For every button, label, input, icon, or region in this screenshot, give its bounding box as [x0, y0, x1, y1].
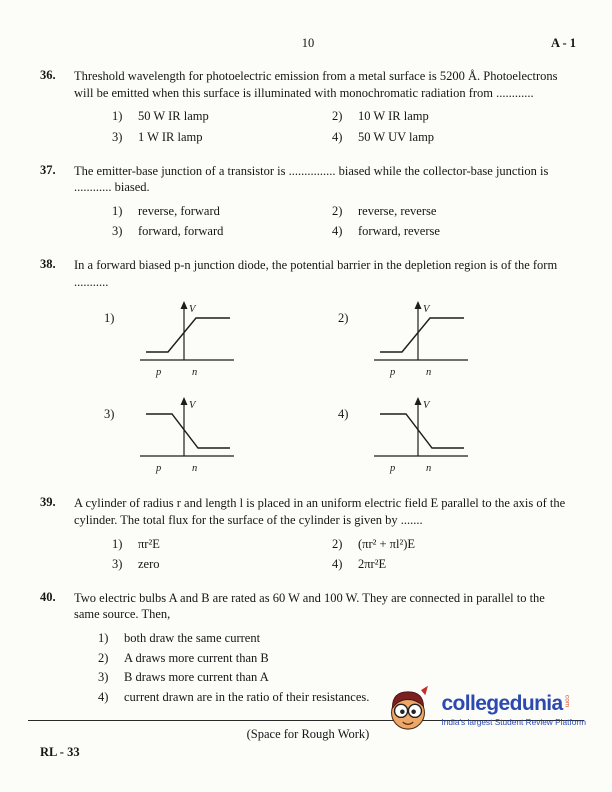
region-label-p: p [390, 463, 396, 475]
mascot-icon [382, 682, 434, 738]
option-4 [332, 556, 552, 573]
pn-junction-potential-graph-falling [132, 394, 244, 478]
option-4 [332, 129, 552, 146]
question-text: Threshold wavelength for photoelectric emission from a metal surface is 5200 Å. Photoelectrons will be emitted when this surface is illuminated with monochromatic radiation from ............ [74, 69, 558, 100]
pn-junction-potential-graph-rising [366, 298, 478, 382]
options-grid [74, 536, 572, 573]
set-code: A - 1 [551, 36, 576, 50]
option-label: 1) [98, 631, 109, 645]
question-text: In a forward biased p-n junction diode, the potential barrier in the depletion region is of the form ........... [74, 258, 558, 289]
region-label-p: p [156, 367, 162, 379]
page-header [40, 36, 576, 51]
option-1 [112, 536, 332, 553]
option-label: 1) [104, 311, 115, 326]
option-text: (πr² + πl²)E [358, 536, 416, 551]
option-3 [112, 223, 332, 240]
option-text: 10 W IR lamp [358, 109, 429, 124]
option-text: 1 W IR lamp [138, 129, 203, 144]
pn-junction-potential-graph-falling [366, 394, 478, 478]
region-label-p: p [156, 463, 162, 475]
option-text: reverse, reverse [358, 203, 437, 218]
question-text: A cylinder of radius r and length l is placed in an uniform electric field E parallel to the axis of the cylinder. The total flux for the surface of the cylinder is given by ....... [74, 496, 566, 527]
logo-wordmark: collegedunia [441, 692, 563, 715]
option-2 [332, 203, 552, 220]
option-label: 3) [104, 407, 115, 422]
option-label: 3) [112, 129, 123, 144]
option-text: A draws more current than B [124, 650, 269, 665]
question-number: 38. [40, 257, 56, 271]
option-text: B draws more current than A [124, 670, 269, 685]
region-label-n: n [192, 463, 198, 475]
options-grid [74, 203, 572, 240]
logo-suffix: com [563, 695, 571, 708]
option-label: 2) [332, 109, 343, 124]
option-label: 4) [98, 689, 109, 704]
diagram-option-1 [104, 298, 338, 382]
option-text: 50 W IR lamp [138, 109, 209, 124]
question-number: 37. [40, 162, 56, 177]
diagram-option-4 [338, 394, 572, 478]
region-label-n: n [426, 463, 432, 475]
option-text: πr²E [138, 536, 160, 551]
option-1 [98, 630, 572, 647]
option-label: 4) [332, 557, 343, 572]
option-label: 4) [332, 129, 343, 144]
question-number: 39. [40, 495, 56, 510]
axis-label-v: V [189, 400, 196, 412]
question-number: 36. [40, 68, 56, 82]
option-text: both draw the same current [124, 631, 261, 645]
option-3 [112, 129, 332, 146]
option-1 [112, 108, 332, 125]
axis-label-v: V [189, 304, 196, 316]
option-1 [112, 203, 332, 220]
axis-label-v: V [423, 400, 430, 412]
diagram-options [74, 298, 572, 478]
option-label: 1) [112, 536, 123, 551]
axis-label-v: V [423, 304, 430, 316]
option-label: 2) [98, 650, 109, 665]
collegedunia-logo [382, 682, 586, 738]
option-text: current drawn are in the ratio of their resistances. [124, 689, 370, 704]
booklet-code: RL - 33 [40, 745, 80, 759]
option-label: 1) [112, 203, 123, 218]
logo-tagline: India's largest Student Review Platform [441, 717, 586, 727]
diagram-option-3 [104, 394, 338, 478]
option-label: 4) [332, 224, 343, 239]
option-text: 50 W UV lamp [358, 129, 435, 144]
option-3 [112, 556, 332, 573]
option-4 [332, 223, 552, 240]
option-label: 2) [332, 536, 343, 551]
question-text: Two electric bulbs A and B are rated as 60 W and 100 W. They are connected in parallel to the same source. Then, [74, 590, 545, 622]
option-2 [332, 108, 552, 125]
region-label-p: p [390, 367, 396, 379]
option-label: 2) [338, 311, 349, 326]
option-text: 2πr²E [358, 557, 387, 572]
option-text: reverse, forward [138, 203, 220, 218]
pn-junction-potential-graph-rising [132, 298, 244, 382]
option-2 [332, 536, 552, 553]
option-2 [98, 650, 572, 667]
question-text: The emitter-base junction of a transistor is ............... biased while the collector-base junction is ............ biased. [74, 163, 549, 195]
region-label-n: n [192, 367, 198, 379]
options-grid [74, 108, 572, 145]
option-text: forward, forward [138, 224, 224, 239]
option-label: 1) [112, 109, 123, 124]
question-39 [40, 495, 576, 573]
option-label: 2) [332, 203, 343, 218]
option-label: 3) [98, 670, 109, 685]
question-38 [40, 257, 576, 478]
question-37 [40, 163, 576, 241]
option-text: forward, reverse [358, 224, 440, 239]
diagram-option-2 [338, 298, 572, 382]
rough-work-label: (Space for Rough Work) [246, 726, 370, 741]
option-label: 4) [338, 407, 349, 422]
question-number: 40. [40, 589, 56, 604]
page-number: 10 [301, 36, 315, 50]
option-label: 3) [112, 224, 123, 239]
question-36 [40, 68, 576, 146]
option-label: 3) [112, 557, 123, 572]
option-text: zero [138, 557, 160, 572]
region-label-n: n [426, 367, 432, 379]
